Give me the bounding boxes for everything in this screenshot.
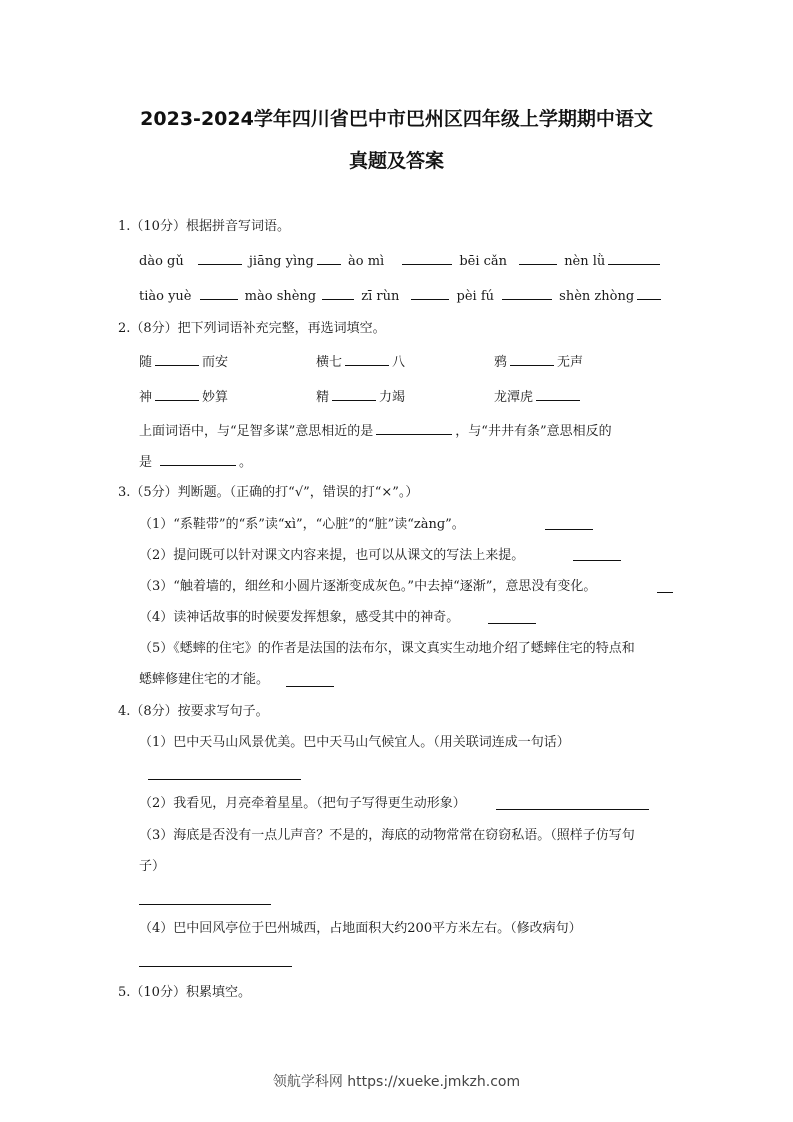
pinyin-item: ào mì bbox=[347, 254, 385, 269]
pinyin-item: shèn zhòng bbox=[559, 289, 635, 304]
judge-item-5-cont: 蟋蟀修建住宅的才能。 bbox=[139, 672, 270, 687]
idiom-item: 横七 八 bbox=[316, 352, 405, 372]
answer-blank[interactable] bbox=[502, 286, 552, 300]
idiom-item: 神 妙算 bbox=[139, 387, 228, 407]
answer-blank[interactable] bbox=[573, 560, 621, 561]
answer-blank[interactable] bbox=[322, 286, 354, 300]
answer-blank[interactable] bbox=[545, 529, 593, 530]
judge-item-3: （3）“触着墙的，细丝和小圆片逐渐变成灰色。”中去掉“逐渐”，意思没有变化。 bbox=[139, 579, 597, 594]
answer-blank[interactable] bbox=[510, 352, 554, 366]
answer-line[interactable] bbox=[139, 904, 271, 905]
answer-blank[interactable] bbox=[402, 251, 452, 265]
fill-sentence-cont: 是 。 bbox=[139, 452, 252, 472]
question-3-heading: 3.（5分）判断题。（正确的打“√”，错误的打“×”。） bbox=[118, 485, 419, 500]
judge-item-1: （1）“系鞋带”的“系”读“xì”，“心脏”的“脏”读“zànɡ”。 bbox=[139, 517, 465, 532]
answer-line[interactable] bbox=[139, 966, 292, 967]
rewrite-item-4: （4）巴中回风亭位于巴州城西，占地面积大约200平方米左右。（修改病句） bbox=[139, 921, 582, 936]
rewrite-item-2: （2）我看见，月亮牵着星星。（把句子写得更生动形象） bbox=[139, 796, 466, 811]
answer-blank[interactable] bbox=[608, 251, 660, 265]
answer-blank[interactable] bbox=[198, 251, 242, 265]
answer-blank[interactable] bbox=[160, 452, 236, 466]
answer-blank[interactable] bbox=[536, 387, 580, 401]
document-title-line-1: 2023-2024学年四川省巴中市巴州区四年级上学期期中语文 bbox=[140, 108, 653, 130]
answer-blank[interactable] bbox=[657, 592, 673, 593]
answer-line[interactable] bbox=[148, 779, 301, 780]
pinyin-item: mào shèng bbox=[244, 289, 317, 304]
pinyin-item: dào gǔ bbox=[139, 254, 184, 269]
rewrite-item-1: （1）巴中天马山风景优美。巴中天马山气候宜人。（用关联词连成一句话） bbox=[139, 735, 570, 750]
pinyin-item: pèi fú bbox=[456, 289, 495, 304]
rewrite-item-3: （3）海底是否没有一点儿声音？不是的，海底的动物常常在窃窃私语。（照样子仿写句 bbox=[139, 828, 635, 843]
answer-blank[interactable] bbox=[345, 352, 389, 366]
question-1-heading: 1.（10分）根据拼音写词语。 bbox=[118, 219, 290, 234]
answer-blank[interactable] bbox=[637, 286, 661, 300]
judge-item-2: （2）提问既可以针对课文内容来提，也可以从课文的写法上来提。 bbox=[139, 548, 525, 563]
answer-blank[interactable] bbox=[332, 387, 376, 401]
pinyin-item: nèn lǜ bbox=[564, 254, 606, 269]
answer-line[interactable] bbox=[496, 809, 649, 810]
answer-blank[interactable] bbox=[411, 286, 449, 300]
question-4-heading: 4.（8分）按要求写句子。 bbox=[118, 704, 269, 719]
answer-blank[interactable] bbox=[286, 686, 334, 687]
footer-site-text: 领航学科网 https://xueke.jmkzh.com bbox=[272, 1074, 521, 1090]
idiom-item: 随 而安 bbox=[139, 352, 228, 372]
pinyin-item: tiào yuè bbox=[139, 289, 192, 304]
idiom-item: 精 力竭 bbox=[316, 387, 405, 407]
question-5-heading: 5.（10分）积累填空。 bbox=[118, 985, 251, 1000]
fill-sentence: 上面词语中，与“足智多谋”意思相近的是 ，与“井井有条”意思相反的 bbox=[139, 421, 612, 441]
answer-blank[interactable] bbox=[519, 251, 557, 265]
judge-item-4: （4）读神话故事的时候要发挥想象，感受其中的神奇。 bbox=[139, 610, 460, 625]
pinyin-item: zī rùn bbox=[361, 289, 400, 304]
question-2-heading: 2.（8分）把下列词语补充完整，再选词填空。 bbox=[118, 321, 386, 336]
answer-blank[interactable] bbox=[155, 352, 199, 366]
pinyin-item: bēi cǎn bbox=[459, 254, 508, 269]
judge-item-5: （5）《蟋蟀的住宅》的作者是法国的法布尔，课文真实生动地介绍了蟋蟀住宅的特点和 bbox=[139, 641, 635, 656]
pinyin-row-2 bbox=[139, 286, 664, 306]
answer-blank[interactable] bbox=[488, 623, 536, 624]
answer-blank[interactable] bbox=[155, 387, 199, 401]
document-title-line-2: 真题及答案 bbox=[348, 150, 444, 172]
pinyin-item: jiāng yìng bbox=[248, 254, 314, 269]
answer-blank[interactable] bbox=[317, 251, 341, 265]
idiom-item: 鸦 无声 bbox=[494, 352, 583, 372]
rewrite-item-3-cont: 子） bbox=[139, 859, 166, 874]
pinyin-row-1 bbox=[139, 251, 663, 271]
answer-blank[interactable] bbox=[200, 286, 238, 300]
idiom-item: 龙潭虎 bbox=[494, 387, 583, 407]
answer-blank[interactable] bbox=[376, 421, 452, 435]
